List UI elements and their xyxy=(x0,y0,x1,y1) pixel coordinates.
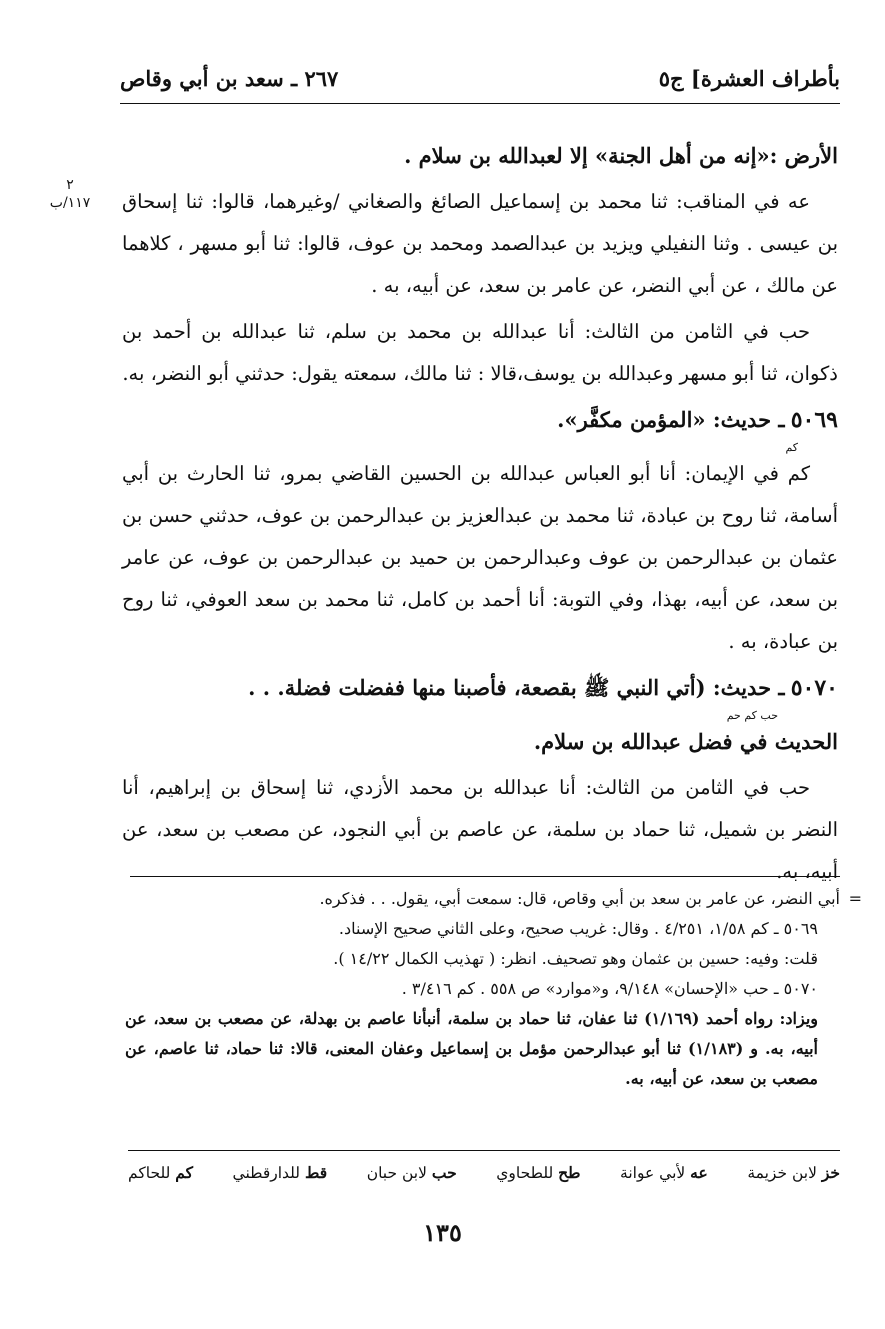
abbr-item: قط للدارقطني xyxy=(232,1163,328,1182)
margin-note xyxy=(40,176,100,212)
abbr-item: كم للحاكم xyxy=(128,1163,193,1182)
running-header xyxy=(120,60,840,96)
footnote-5069-note: قلت: وفيه: حسين بن عثمان وهو تصحيف. انظر: ( تهذيب الكمال ١٤/٢٢ ). xyxy=(333,949,818,968)
hadith-sigla: حب كم حم xyxy=(726,709,778,722)
margin-note-line1: ٢ xyxy=(66,177,74,193)
hadith-sigla: كم xyxy=(785,441,798,454)
hadith-5070-heading xyxy=(122,667,838,710)
header-book-title: بأطراف العشرة] ج٥ xyxy=(658,65,840,91)
footnote-5070: ٥٠٧٠ ـ حب «الإحسان» ٩/١٤٨، و«موارد» ص ٥٥٨ . كم ٣/٤١٦ . xyxy=(401,979,818,998)
header-rule xyxy=(120,103,840,104)
footnotes xyxy=(125,884,862,1094)
hadith-number: ٥٠٦٩ xyxy=(790,407,838,433)
abbr-item: حب لابن حبان xyxy=(366,1163,457,1182)
abbreviations-key xyxy=(128,1163,840,1182)
footnote-5070-addition: ويزاد: رواه أحمد (١/١٦٩) ثنا عفان، ثنا حماد بن سلمة، أنبأنا عاصم بن بهدلة، عن مصعب بن سعد، عن أبيه، به. و (١/١٨٣) ثنا أبو عبدالرحمن مؤمل بن إسماعيل وعفان المعنى، قالا: ثنا حماد، ثنا عاصم، عن مصعب بن سعد، عن أبيه، به. xyxy=(125,1009,819,1088)
footnote-rule xyxy=(130,876,840,877)
paragraph-2: عه في المناقب: ثنا محمد بن إسماعيل الصائغ والصغاني /وغيرهما، قالوا: ثنا إسحاق بن عيسى . وثنا النفيلي ويزيد بن عبدالصمد ومحمد بن عوف، قالوا: ثنا أبو مسهر ، كلاهما عن مالك ، عن أبي النضر، عن عامر بن سعد، عن أبيه، به . xyxy=(122,190,838,297)
abbr-item: خز لابن خزيمة xyxy=(747,1163,840,1182)
paragraph-3: حب في الثامن من الثالث: أنا عبدالله بن محمد بن سلم، ثنا عبدالله بن أحمد بن ذكوان، ثنا أبو مسهر وعبدالله بن يوسف،قالا : ثنا مالك، سمعته يقول: حدثني أبو النضر، به. xyxy=(122,320,838,385)
abbreviations-rule xyxy=(128,1150,840,1151)
hadith-number: ٥٠٧٠ xyxy=(790,675,838,701)
page-number: ١٣٥ xyxy=(423,1218,462,1247)
header-section-title: ٢٦٧ ـ سعد بن أبي وقاص xyxy=(120,65,339,91)
abbr-item: عه لأبي عوانة xyxy=(620,1163,708,1182)
paragraph-4: كم في الإيمان: أنا أبو العباس عبدالله بن الحسين القاضي بمرو، ثنا الحارث بن أبي أسامة، ثنا روح بن عبادة، ثنا محمد بن عبدالعزيز بن عبدالرحمن بن عوف، حدثني حسن بن عثمان بن عبدالرحمن بن عوف وعبدالرحمن بن حميد بن عبدالرحمن بن عوف، عن عامر بن سعد، عن أبيه، بهذا، وفي التوبة: أنا أحمد بن كامل، ثنا محمد بن سعد العوفي، ثنا روح بن عبادة، به . xyxy=(122,462,838,653)
hadith-text: ـ حديث: «المؤمن مكفَّر». xyxy=(557,407,785,432)
hadith-5070-continuation: الحديث في فضل عبدالله بن سلام. xyxy=(533,729,838,754)
footnote-5069: ٥٠٦٩ ـ كم ١/٥٨، ٤/٢٥١ . وقال: غريب صحيح، وعلى الثاني صحيح الإسناد. xyxy=(338,919,818,938)
margin-note-line2: ١١٧/ب xyxy=(49,195,91,211)
paragraph-1: الأرض :«إنه من أهل الجنة» إلا لعبدالله بن سلام . xyxy=(404,143,838,168)
main-text xyxy=(122,135,838,897)
continuation-mark: = xyxy=(848,889,862,908)
footnote-1: أبي النضر، عن عامر بن سعد بن أبي وقاص، قال: سمعت أبي، يقول. . . فذكره. xyxy=(319,889,840,908)
hadith-text: ـ حديث: (أتي النبي ﷺ بقصعة، فأصبنا منها ففضلت فضلة. . . xyxy=(248,675,785,700)
hadith-5069-heading xyxy=(122,399,838,442)
abbr-item: طح للطحاوي xyxy=(496,1163,581,1182)
paragraph-5: حب في الثامن من الثالث: أنا عبدالله بن محمد الأزدي، ثنا إسحاق بن إبراهيم، أنا النضر بن شميل، ثنا حماد بن سلمة، عن عاصم بن أبي النجود، عن مصعب بن سعد، عن أبيه، به. xyxy=(122,776,838,883)
